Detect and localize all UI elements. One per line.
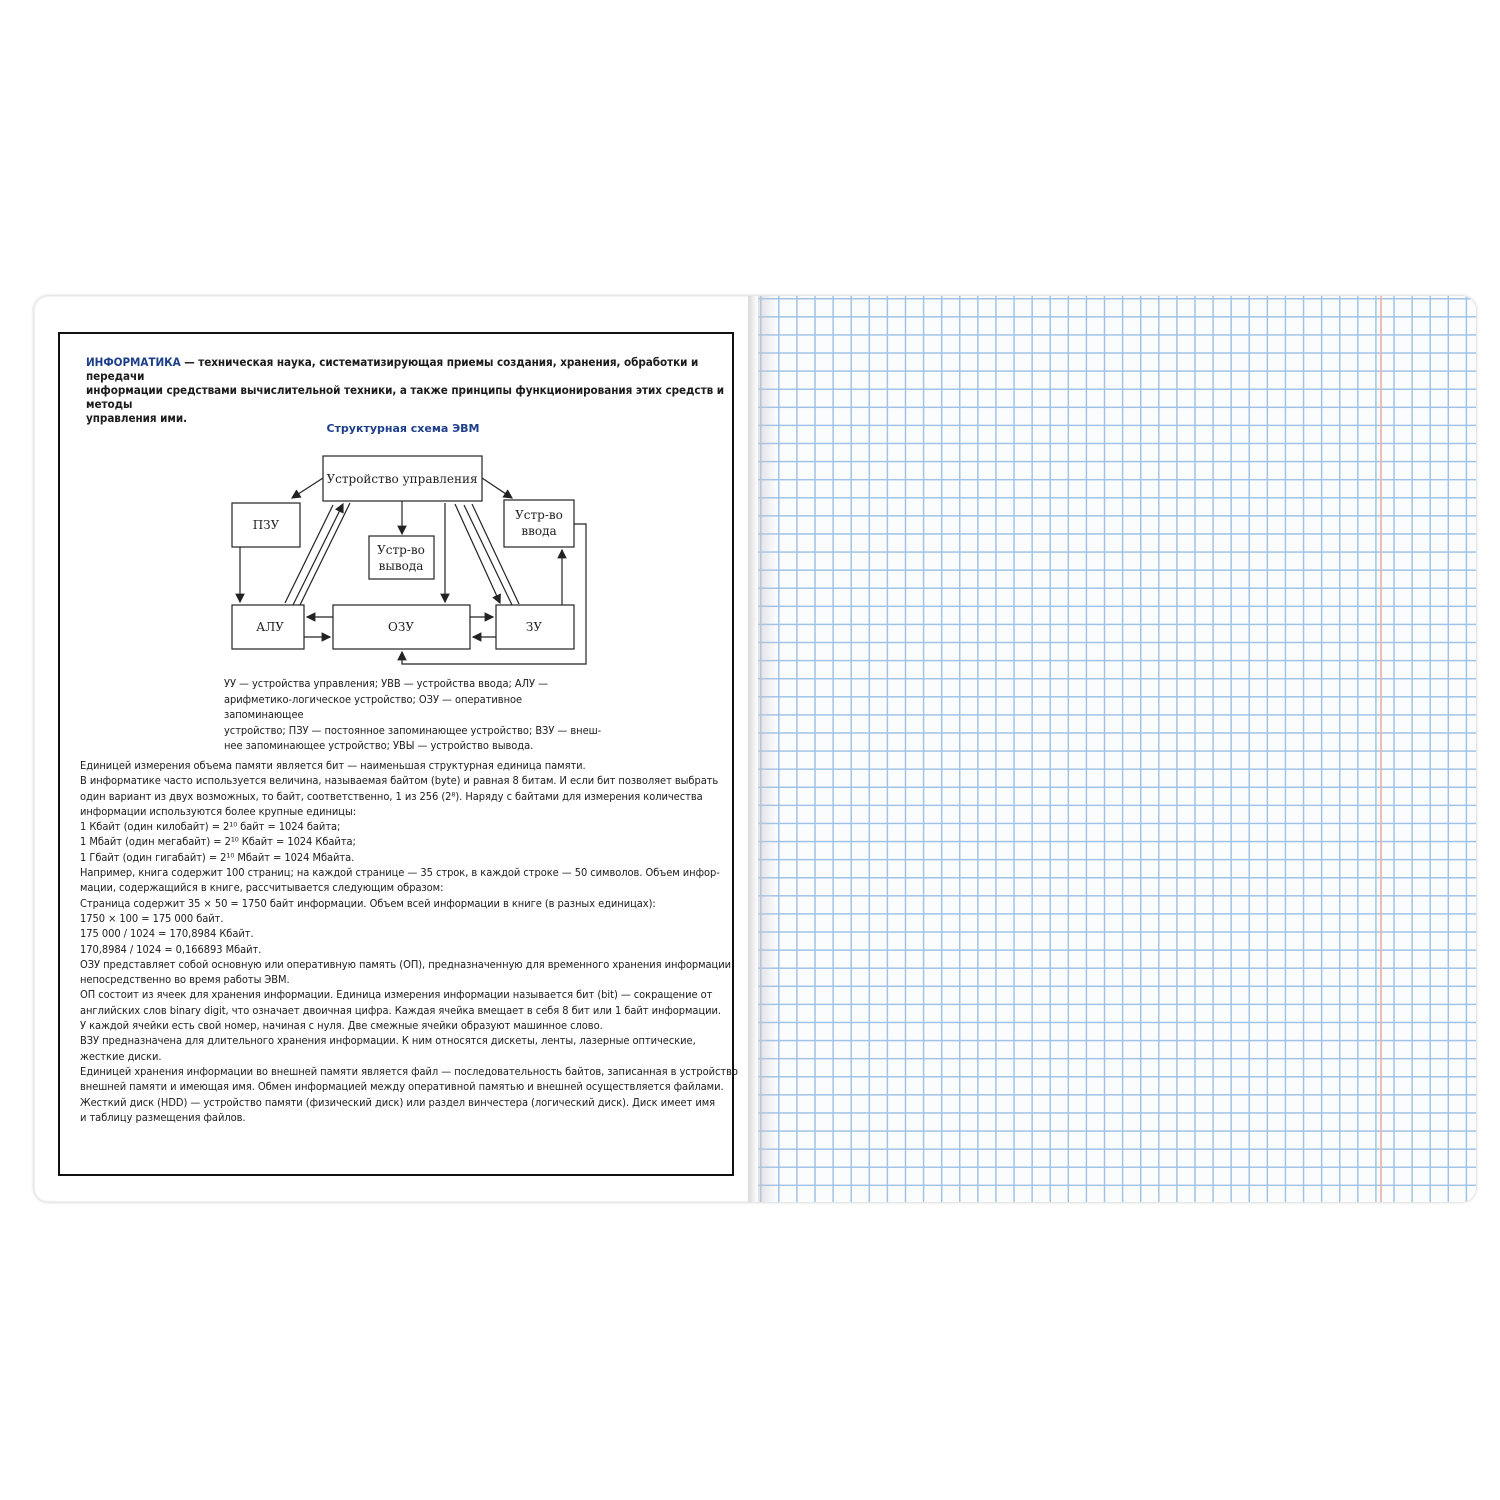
caption-line: арифметико-логическое устройство; ОЗУ — оперативное запоминающее xyxy=(224,692,523,722)
caption-line: устройство; ПЗУ — постоянное запоминающее устройство; ВЗУ — внеш- xyxy=(224,723,602,737)
body-line: Единицей хранения информации во внешней памяти является файл — последовательность байтов, записанная в устройство xyxy=(80,1064,738,1078)
body-line: английских слов binary digit, что означает двоичная цифра. Каждая ячейка вмещает в себя 8 бит или 1 байт информации. xyxy=(80,1003,721,1017)
body-line: 175 000 / 1024 = 170,8984 Кбайт. xyxy=(80,927,254,941)
body-line: Страница содержит 35 × 50 = 1750 байт информации. Объем всей информации в книге (в разных единицах): xyxy=(80,896,656,910)
body-line: 1 Гбайт (один гигабайт) = 2¹⁰ Мбайт = 1024 Мбайта. xyxy=(80,850,355,864)
label-input-2: ввода xyxy=(521,524,557,538)
label-ram: ОЗУ xyxy=(388,620,414,634)
body-line: 1 Мбайт (один мегабайт) = 2¹⁰ Кбайт = 1024 Кбайта; xyxy=(80,835,356,849)
grid-page xyxy=(758,296,1476,1202)
body-line: 1750 × 100 = 175 000 байт. xyxy=(80,911,224,925)
body-line: Единицей измерения объема памяти является бит — наименьшая структурная единица памяти. xyxy=(80,759,586,772)
body-line: информации используются более крупные единицы: xyxy=(80,804,357,818)
notebook-spine xyxy=(748,296,758,1202)
body-line: внешней памяти и имеющая имя. Обмен информацией между оперативной памятью и внешней осуществляется файлами. xyxy=(80,1080,724,1094)
body-line: непосредственно во время работы ЭВМ. xyxy=(80,973,290,987)
intro-line: информации средствами вычислительной техники, а также принципы функционирования этих средств и методы xyxy=(86,383,724,411)
intro-term: ИНФОРМАТИКА xyxy=(86,355,181,369)
margin-line xyxy=(1380,296,1382,1202)
label-control-unit: Устройство управления xyxy=(326,472,478,486)
body-text xyxy=(80,758,738,1125)
caption-line: УУ — устройства управления; УВВ — устройства ввода; АЛУ — xyxy=(224,677,548,690)
label-storage: ЗУ xyxy=(525,620,543,634)
label-input-1: Устр-во xyxy=(515,508,563,522)
intro-line: управления ими. xyxy=(86,411,188,425)
body-line: В информатике часто используется величина, называемая байтом (byte) и равная 8 битам. И если бит позволяет выбрать xyxy=(80,774,719,788)
intro-line: — техническая наука, систематизирующая приемы создания, хранения, обработки и передачи xyxy=(86,355,699,383)
scheme-title: Структурная схема ЭВМ xyxy=(326,422,480,435)
body-line: жесткие диски. xyxy=(80,1049,162,1063)
diagram-caption xyxy=(224,676,604,754)
body-line: один вариант из двух возможных, то байт, соответственно, 1 из 256 (2⁸). Наряду с байтами для измерения количества xyxy=(80,789,703,803)
body-line: ОЗУ представляет собой основную или оперативную память (ОП), предназначенную для временного хранения информации xyxy=(80,957,731,971)
label-output-1: Устр-во xyxy=(377,543,425,557)
body-line: 170,8984 / 1024 = 0,166893 Мбайт. xyxy=(80,942,262,956)
body-line: У каждой ячейки есть свой номер, начиная с нуля. Две смежные ячейки образуют машинное слово. xyxy=(80,1019,603,1033)
label-rom: ПЗУ xyxy=(252,518,280,532)
computer-structure-diagram xyxy=(200,448,600,673)
label-output-2: вывода xyxy=(378,559,424,573)
body-line: Жесткий диск (HDD) — устройство памяти (физический диск) или раздел винчестера (логический диск). Диск имеет имя xyxy=(80,1095,716,1109)
body-line: мации, содержащийся в книге, рассчитывается следующим образом: xyxy=(80,881,444,895)
body-line: Например, книга содержит 100 страниц; на каждой странице — 35 строк, в каждой строке — 50 символов. Объем инфор- xyxy=(80,866,720,880)
body-line: 1 Кбайт (один килобайт) = 2¹⁰ байт = 1024 байта; xyxy=(80,820,341,834)
caption-line: нее запоминающее устройство; УВЫ — устройство вывода. xyxy=(224,739,534,753)
body-line: и таблицу размещения файлов. xyxy=(80,1110,246,1124)
body-line: ВЗУ предназначена для длительного хранения информации. К ним относятся дискеты, ленты, лазерные оптические, xyxy=(80,1034,696,1048)
page-curl-shadow xyxy=(758,296,776,1202)
intro-paragraph xyxy=(86,355,726,425)
body-line: ОП состоит из ячеек для хранения информации. Единица измерения информации называется бит (bit) — сокращение от xyxy=(80,988,713,1002)
label-alu: АЛУ xyxy=(256,620,284,634)
